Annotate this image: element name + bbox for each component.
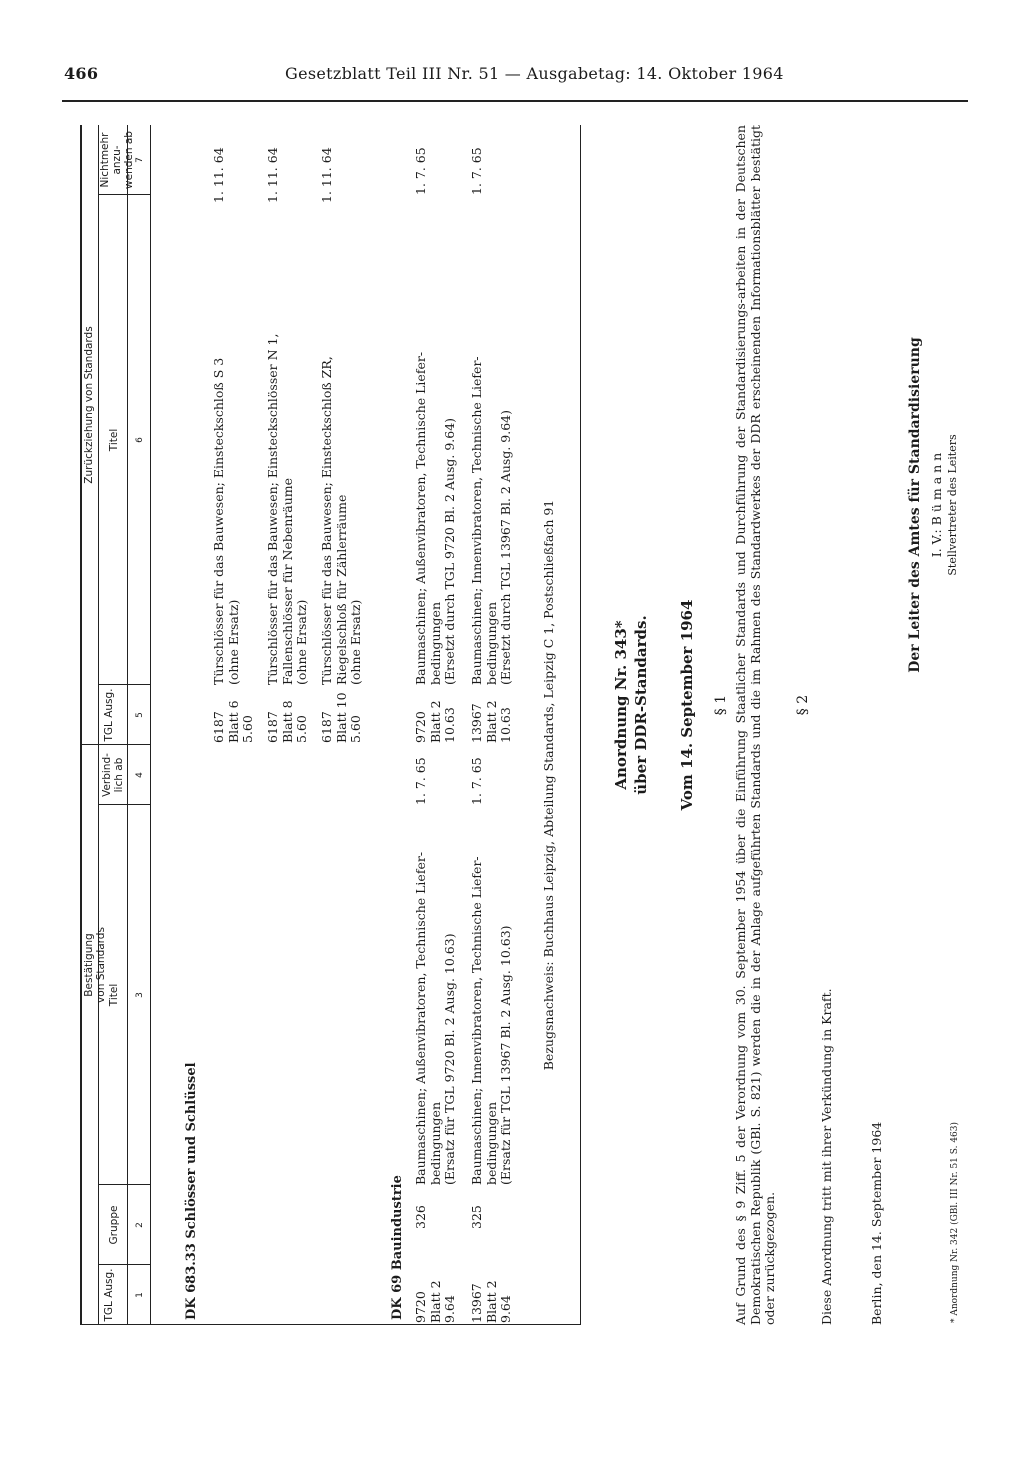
paragraph-2-label: § 2 xyxy=(795,694,811,716)
col-heading-valid: Verbind-lich ab xyxy=(101,753,125,797)
page-number: 466 xyxy=(64,64,99,83)
withdraw-date: 1. 11. 64 xyxy=(319,147,334,203)
confirm-valid-date: 1. 7. 65 xyxy=(413,757,428,805)
col-number: 7 xyxy=(135,157,145,163)
withdraw-group-rule xyxy=(98,125,99,745)
group-withdraw-heading: Zurückziehung von Standards xyxy=(83,326,95,484)
section-heading-construction: DK 69 Bauindustrie xyxy=(390,1175,405,1320)
group-confirm-heading: Bestätigung von Standards xyxy=(83,927,107,1003)
place-date: Berlin, den 14. September 1964 xyxy=(869,1121,884,1325)
withdraw-date: 1. 7. 65 xyxy=(413,147,428,195)
withdraw-title: Türschlösser für das Bauwesen; Einsteckschloß ZR, Riegelschloß für Zählerräume (ohne Ersatz) xyxy=(319,356,364,685)
col-heading-no-longer-valid: Nichtmehr anzu-wenden ab xyxy=(99,131,135,189)
col-heading-title: Titel xyxy=(108,983,120,1007)
confirm-title: Baumaschinen; Außenvibratoren, Technische Liefer- bedingungen (Ersatz für TGL 9720 Bl. 2 Ausg. 10.63) xyxy=(413,851,458,1185)
withdraw-tgl: 6187 Blatt 10 5.60 xyxy=(319,692,364,743)
confirm-tgl: 13967 Blatt 2 9.64 xyxy=(469,1280,514,1323)
withdraw-title: Türschlösser für das Bauwesen; Einsteckschloß S 3 (ohne Ersatz) xyxy=(211,357,241,685)
confirm-group: 326 xyxy=(413,1205,428,1229)
confirm-group: 325 xyxy=(469,1205,484,1229)
table-header-rule xyxy=(127,125,128,1325)
decree-date: Vom 14. September 1964 xyxy=(678,599,696,811)
col-number: 5 xyxy=(135,712,145,718)
col-number: 4 xyxy=(135,772,145,778)
col-number: 3 xyxy=(135,992,145,998)
withdraw-title: Baumaschinen; Innenvibratoren, Technische Liefer- bedingungen (Ersetzt durch TGL 13967 Bl. 2 Ausg. 9.64) xyxy=(469,356,514,685)
decree-title-line1: Anordnung Nr. 343* xyxy=(612,620,630,790)
table-colnum-rule xyxy=(150,125,151,1325)
header-rule xyxy=(62,100,968,102)
confirm-valid-date: 1. 7. 65 xyxy=(469,757,484,805)
col-number: 1 xyxy=(135,1292,145,1298)
signer-organization: Der Leiter des Amtes für Standardisierung xyxy=(907,337,923,673)
table-left-border xyxy=(80,1324,580,1325)
col-heading-tgl: TGL Ausg. xyxy=(103,1268,115,1322)
col-number: 2 xyxy=(135,1222,145,1228)
withdraw-date: 1. 11. 64 xyxy=(265,147,280,203)
paragraph-1-text: Auf Grund des § 9 Ziff. 5 der Verordnung vom 30. September 1954 über die Einführung Staatlicher Standards und Durchführung der Standardisierungs-arbeiten in der Deutschen Demokratischen Republik (GBl. S. 821) werden die in der Anlage aufgeführten Standards und die im Rahmen des Standardwerkes der DDR erscheinenden Informationsblätter bestätigt oder zurückgezogen. xyxy=(733,125,778,1325)
confirm-group-rule xyxy=(98,745,99,1325)
withdraw-tgl: 6187 Blatt 6 5.60 xyxy=(211,700,256,743)
col-number: 6 xyxy=(135,437,145,443)
signer-role: Stellvertreter des Leiters xyxy=(946,434,959,576)
decree-title-line2: über DDR-Standards. xyxy=(632,615,650,795)
paragraph-1-label: § 1 xyxy=(713,694,729,716)
withdraw-title: Baumaschinen; Außenvibratoren, Technische Liefer- bedingungen (Ersetzt durch TGL 9720 Bl. 2 Ausg. 9.64) xyxy=(413,351,458,685)
col-heading-title-withdraw: Titel xyxy=(108,428,120,452)
signer-name: I. V.: B ü m a n n xyxy=(929,452,944,558)
confirm-tgl: 9720 Blatt 2 9.64 xyxy=(413,1280,458,1323)
paragraph-2-text: Diese Anordnung tritt mit ihrer Verkündung in Kraft. xyxy=(819,988,834,1325)
col-heading-tgl-withdraw: TGL Ausg. xyxy=(103,688,115,742)
withdraw-tgl: 13967 Blatt 2 10.63 xyxy=(469,700,514,743)
footnote: * Anordnung Nr. 342 (GBl. III Nr. 51 S. 463) xyxy=(950,1121,960,1323)
withdraw-title: Türschlösser für das Bauwesen; Einsteckschlösser N 1, Fallenschlösser für Nebenräume (ohne Ersatz) xyxy=(265,333,310,685)
source-note: Bezugsnachweis: Buchhaus Leipzig, Abteilung Standards, Leipzig C 1, Postschließfach 91 xyxy=(541,499,556,1071)
table-bottom-rule xyxy=(580,125,581,1325)
withdraw-date: 1. 11. 64 xyxy=(211,147,226,203)
gazette-header-title: Gesetzblatt Teil III Nr. 51 — Ausgabetag: 14. Oktober 1964 xyxy=(285,64,784,83)
section-heading-locks: DK 683.33 Schlösser und Schlüssel xyxy=(184,1062,199,1320)
rotated-content xyxy=(80,125,970,1325)
withdraw-tgl: 6187 Blatt 8 5.60 xyxy=(265,700,310,743)
col-heading-group: Gruppe xyxy=(108,1205,120,1245)
withdraw-date: 1. 7. 65 xyxy=(469,147,484,195)
confirm-title: Baumaschinen; Innenvibratoren, Technische Liefer- bedingungen (Ersatz für TGL 13967 Bl. 2 Ausg. 10.63) xyxy=(469,856,514,1185)
table-top-rule xyxy=(80,125,82,1325)
withdraw-tgl: 9720 Blatt 2 10.63 xyxy=(413,700,458,743)
